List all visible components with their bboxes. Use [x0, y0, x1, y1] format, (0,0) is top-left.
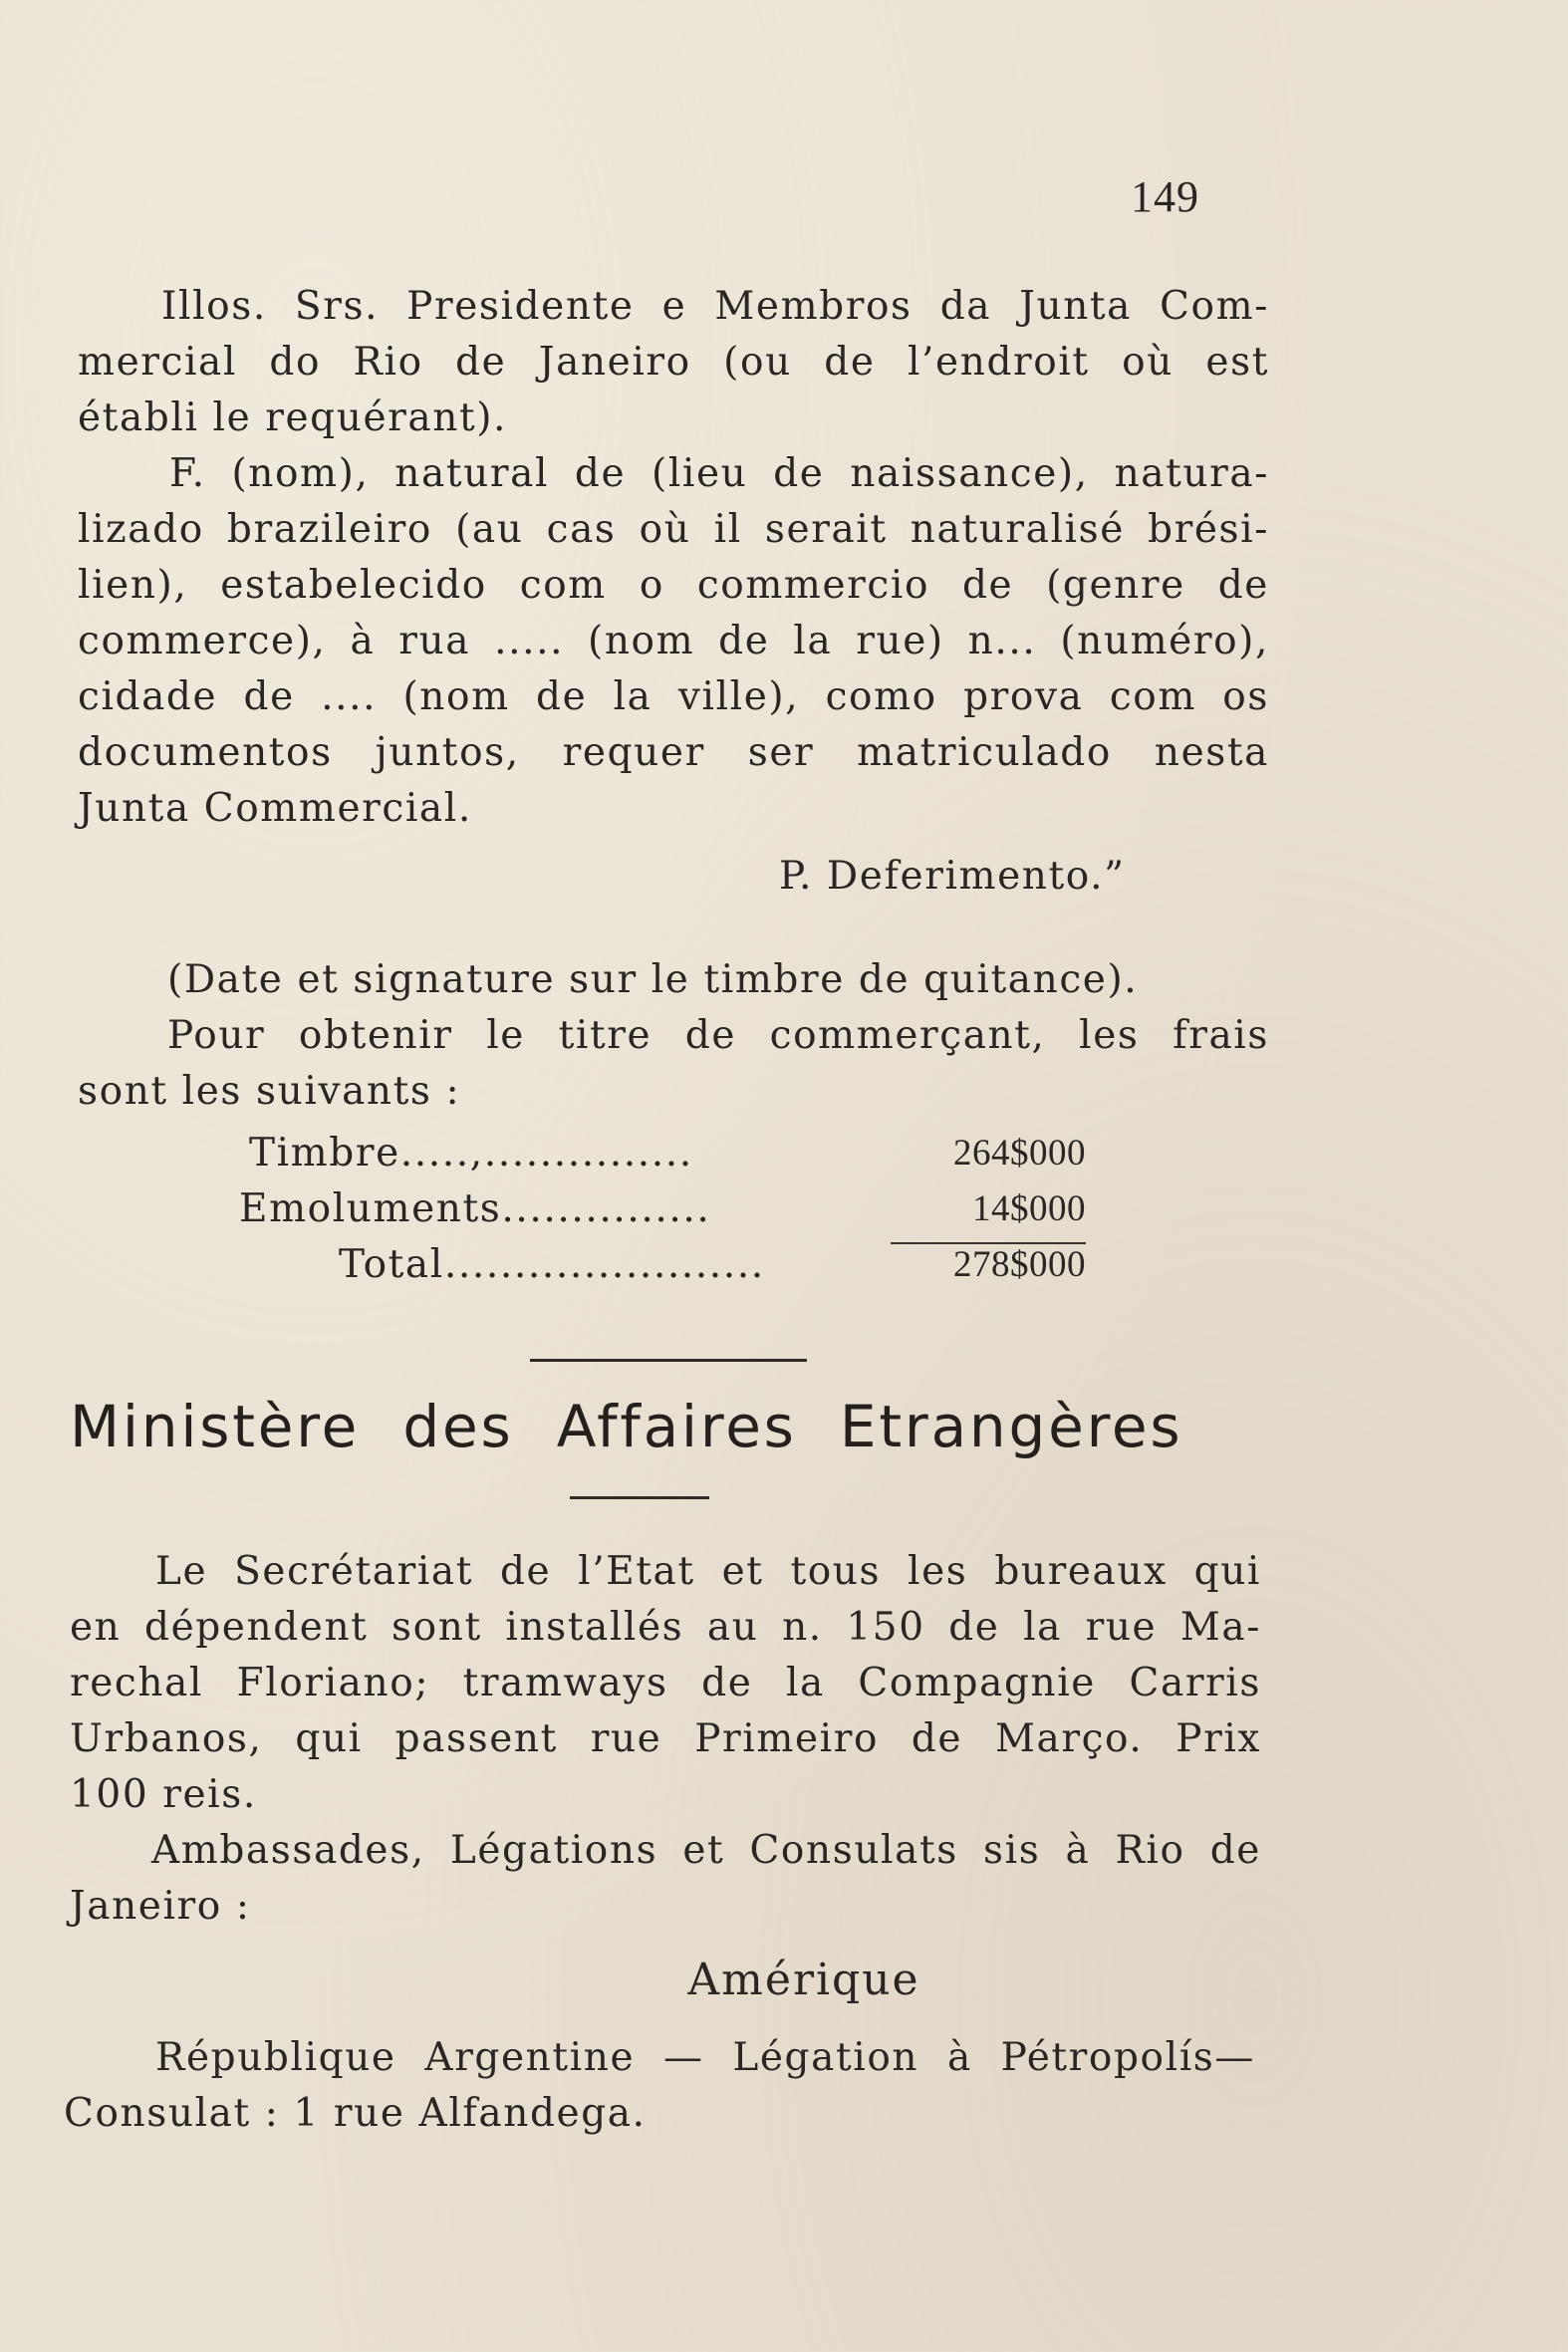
ministry-line: rechal Floriano; tramways de la Compagnie Carris — [70, 1661, 1261, 1705]
region-heading: Amérique — [687, 1955, 920, 2005]
petition-line: Junta Commercial. — [78, 786, 472, 831]
fees-table — [239, 1126, 1086, 1305]
fee-amount: 264$000 — [953, 1133, 1086, 1174]
petition-line: commerce), à rua ..... (nom de la rue) n... (numéro), — [78, 619, 1269, 663]
ministry-line: en dépendent sont installés au n. 150 de la rue Ma- — [70, 1605, 1261, 1650]
fee-amount: 14$000 — [972, 1188, 1086, 1229]
embassy-entry — [64, 2030, 1255, 2142]
petition-closing: P. Deferimento.” — [779, 854, 1126, 899]
fee-row-emoluments — [239, 1181, 1086, 1237]
ministry-line: Le Secrétariat de l’Etat et tous les bureaux qui — [155, 1549, 1261, 1594]
petition-line: Illos. Srs. Presidente e Membros da Junta Com- — [161, 284, 1269, 329]
petition-line: F. (nom), natural de (lieu de naissance), natura- — [169, 451, 1269, 496]
ministry-paragraph — [70, 1544, 1261, 1935]
ministry-line: Urbanos, qui passent rue Primeiro de Março. Prix — [70, 1716, 1261, 1761]
petition-line: documentos juntos, requer ser matriculado nesta — [78, 730, 1269, 775]
fees-intro — [78, 952, 1269, 1120]
petition-line: cidade de .... (nom de la ville), como prova com os — [78, 674, 1269, 719]
section-divider-top — [530, 1359, 807, 1362]
date-note: (Date et signature sur le timbre de quitance). — [167, 957, 1139, 1002]
embassies-line: Ambassades, Légations et Consulats sis à Rio de — [151, 1828, 1261, 1873]
page-number: 149 — [1131, 172, 1199, 221]
entry-line: République Argentine — Légation à Pétropolís— — [155, 2035, 1255, 2080]
fees-intro-line: sont les suivants : — [78, 1069, 461, 1114]
section-divider-bottom — [570, 1496, 709, 1499]
fees-intro-line: Pour obtenir le titre de commerçant, les frais — [167, 1013, 1269, 1058]
fee-amount: 278$000 — [953, 1244, 1086, 1285]
petition-line: mercial do Rio de Janeiro (ou de l’endroit où est — [78, 340, 1269, 385]
embassies-line: Janeiro : — [70, 1884, 251, 1929]
section-title: Ministère des Affaires Etrangères — [70, 1393, 1183, 1460]
ministry-line: 100 reis. — [70, 1772, 257, 1817]
fee-label: Total....................... — [339, 1242, 765, 1287]
fee-row-total — [239, 1237, 1086, 1293]
petition-line: lizado brazileiro (au cas où il serait naturalisé brési- — [78, 507, 1269, 552]
fee-row-timbre — [239, 1126, 1086, 1181]
fee-label: Emoluments............... — [239, 1186, 711, 1231]
petition-line: lien), estabelecido com o commercio de (genre de — [78, 563, 1269, 608]
entry-line: Consulat : 1 rue Alfandega. — [64, 2091, 647, 2136]
fee-label: Timbre.....,............... — [249, 1131, 693, 1176]
petition-line: établi le requérant). — [78, 395, 508, 440]
petition-text — [78, 279, 1269, 837]
